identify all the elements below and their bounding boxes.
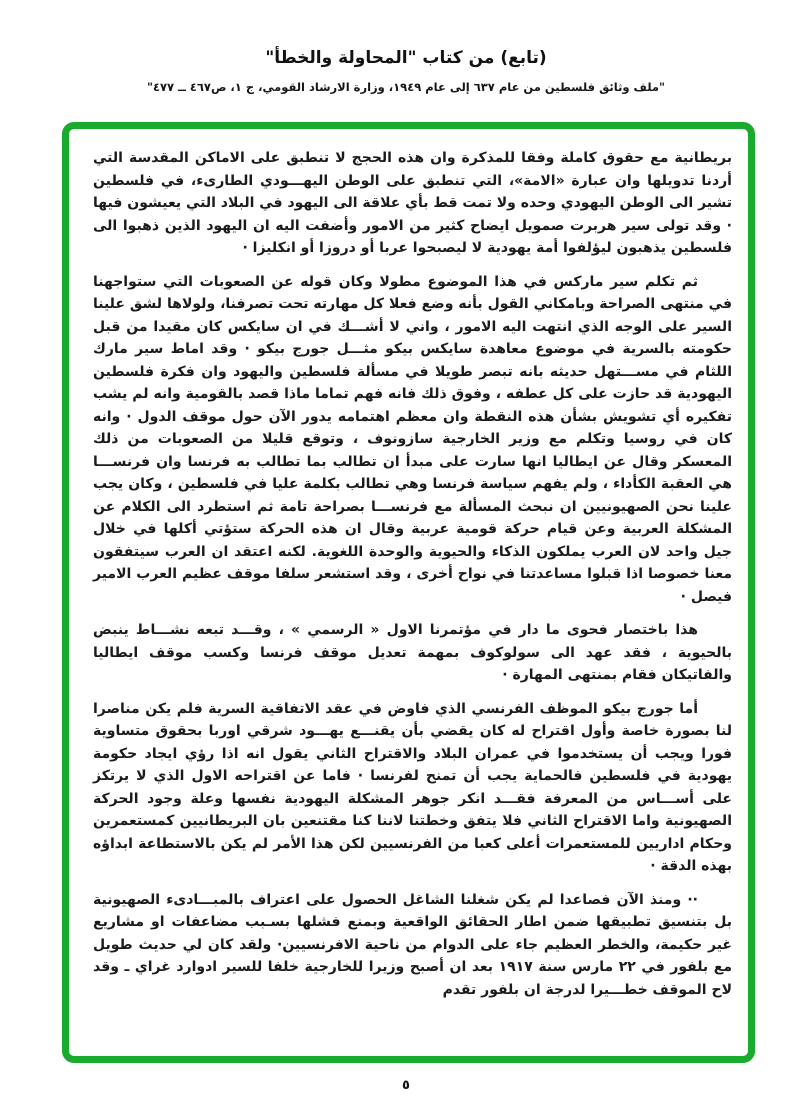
paragraph-1: بريطانية مع حقوق كاملة وفقا للمذكرة وان هذه الحجج لا تنطبق على الاماكن المقدسة التي أردنا تدويلها وان عبارة «الامة»، التي تنطبق على الوطن اليهـــودي الطارىء، في فلسطين تشير الى الوطن اليهودي وحده ولا تمت قط بأي علاقة الى اليهود في البلاد التي يعيشون فيها · وقد تولى سير هربرت صمويل ايضاح كثير من الامور وأضفت اليه ان اليهود الذين ذهبوا الى فلسطين يذهبون ليؤلفوا أمة يهودية لا ليصبحوا عربا أو دروزا أو انكليزا · [93, 150, 732, 256]
page-header [0, 48, 812, 94]
green-frame [62, 122, 755, 1063]
paragraph-4: أما جورج بيكو الموظف الفرنسي الذي فاوض في عقد الاتفاقية السرية فلم يكن مناصرا لنا بصورة خاصة وأول اقتراح له كان يقضي بأن يقنـــع يهـــود شرقي اوربا بحقوق متساوية فورا ويجب أن يستخدموا في عمران البلاد والاقتراح الثاني يقول انه اذا رؤي ايجاد حكومة يهودية في فلسطين فالحماية يجب أن تمنح لفرنسا · فاما عن اقتراحه الاول الذي لا يرتكز على أســـاس من المعرفة فقـــد انكر جوهر المشكلة اليهودية نفسها وعلة وجود الحركة الصهيونية واما الاقتراح الثاني فلا يتفق وخطتنا لاننا كنا مقتنعين بان البريطانيين كمستعمرين وحكام اداريين للمستعمرات أعلى كعبا من الفرنسيين لكن هذا الأمر لم يكن بالاستطاعة ابداؤه بهذه الدقة · [93, 700, 732, 874]
paragraph-5: ·· ومنذ الآن فصاعدا لم يكن شغلنا الشاغل الحصول على اعتراف بالمبـــادىء الصهيونية بل بتنسيق تطبيقها ضمن اطار الحقائق الواقعية وبمنع فشلها بسـبب مضاعفات او مشاريع غير حكيمة، والخطر العظيم جاء على الدوام من ناحية الافرنسيين· ولقد كان لي حديث طويل مع بلفور في ٢٢ مارس سنة ١٩١٧ بعد ان أصبح وزيرا للخارجية خلفا للسير ادوارد غراي ـ وقد لاح الموقف خطـــيرا لدرجة ان بلفور تقدم [93, 891, 732, 998]
text-block [93, 147, 732, 1001]
page-title: (تابع) من كتاب "المحاولة والخطأ" [265, 48, 547, 68]
paragraph-3: هذا باختصار فحوى ما دار في مؤتمرنا الاول « الرسمي » ، وقـــد تبعه نشـــاط ينبض بالحيوية ، فقد عهد الى سولوكوف بمهمة تعديل موقف فرنسا وكسب موقف ايطاليا والفاتيكان فقام بمنتهى المهارة · [93, 622, 732, 683]
source-citation: "ملف وثائق فلسطين من عام ٦٣٧ إلى عام ١٩٤٩، وزارة الارشاد القومي، ج ١، ص٤٦٧ ــ ٤٧٧" [146, 80, 666, 94]
paragraph-2: ثم تكلم سير ماركس في هذا الموضوع مطولا وكان قوله عن الصعوبات التي ستواجهنا في منتهى الصراحة وبامكاني القول بأنه وضع فعلا كل مهارته تحت تصرفنا، ولولاها لشق علينا السير على الوجه الذي انتهت اليه الامور ، واني لا أشـــك في ان سايكس كان مقيدا من قبل حكومته بالسرية في موضوع معاهدة سايكس بيكو مثـــل جورج بيكو · وقد اماط سير مارك اللثام في مســـتهل حديثه بانه تبصر طويلا في مسألة فلسطين واليهود وان فكرة فلسطين اليهودية قد حازت على كل عطفه ، وفوق ذلك فانه فهم تماما ماذا قصد بالقومية وانه لم يشب تفكيره أي تشويش بشأن هذه النقطة وان معظم اهتمامه يدور الآن حول موقف الدول · وانه كان في روسيا وتكلم مع وزير الخارجية سازونوف ، وتوقع قليلا من الصعوبات من ذلك المعسكر وقال عن ايطاليا انها سارت على مبدأ ان تطالب بما تطالب به فرنسا وان فرنســـا هي العقبة الكأداء ، ولم يفهم سياسة فرنسا وهي تطالب بكلمة عليا في فلسطين ، وكان يجب علينا نحن الصهيونيين ان نبحث المسألة مع فرنســـا بصراحة تامة ثم استطرد الى الكلام عن المشكلة العربية وعن قيام حركة قومية عربية وقال ان هذه الحركة ستؤتي أكلها في خلال جيل واحد لان العرب يملكون الذكاء والحيوية والوحدة اللغوية. لكنه اعتقد ان العرب سيتفقون معنا خصوصا اذا قبلوا مساعدتنا في نواح أخرى ، وقد استشعر سلفا موقف عظيم العرب الامير فيصل · [93, 273, 732, 605]
page-number: ٥ [402, 1078, 410, 1093]
page-footer [0, 1074, 812, 1093]
